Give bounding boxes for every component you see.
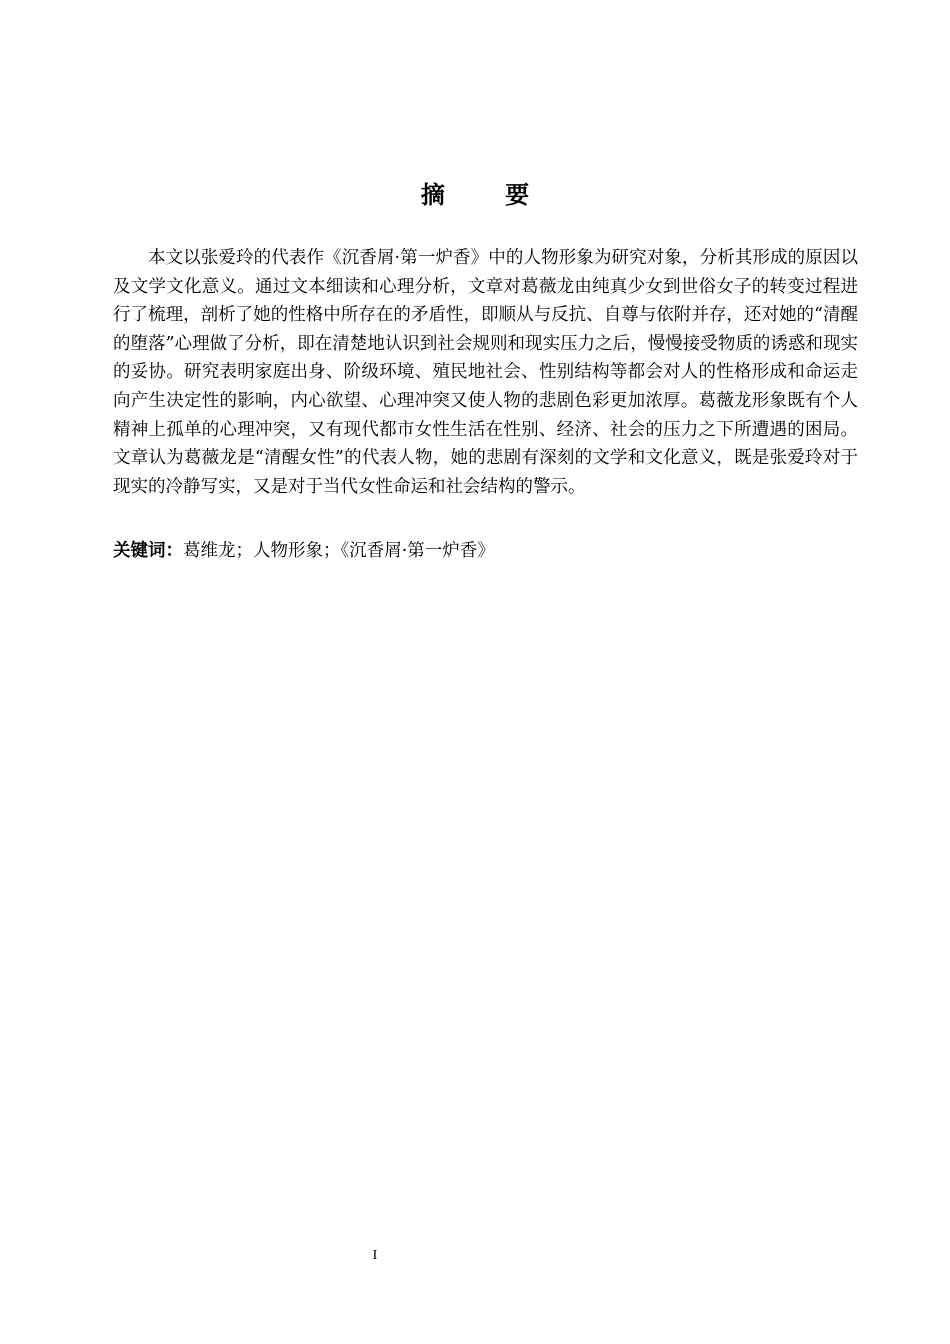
page-number: I — [372, 1248, 378, 1263]
keywords-label: 关键词： — [113, 541, 183, 561]
keywords-line — [113, 537, 858, 566]
keywords-text: 葛维龙；人物形象；《沉香屑·第一炉香》 — [183, 541, 495, 561]
abstract-body: 本文以张爱玲的代表作《沉香屑·第一炉香》中的人物形象为研究对象，分析其形成的原因以及文学文化意义。通过文本细读和心理分析，文章对葛薇龙由纯真少女到世俗女子的转变过程进行了梳理，剖析了她的性格中所存在的矛盾性，即顺从与反抗、自尊与依附并存，还对她的“清醒的堕落”心理做了分析，即在清楚地认识到社会规则和现实压力之后，慢慢接受物质的诱惑和现实的妥协。研究表明家庭出身、阶级环境、殖民地社会、性别结构等都会对人的性格形成和命运走向产生决定性的影响，内心欲望、心理冲突又使人物的悲剧色彩更加浓厚。葛薇龙形象既有个人精神上孤单的心理冲突，又有现代都市女性生活在性别、经济、社会的压力之下所遭遇的困局。文章认为葛薇龙是“清醒女性”的代表人物，她的悲剧有深刻的文学和文化意义，既是张爱玲对于现实的冷静写实，又是对于当代女性命运和社会结构的警示。 — [113, 248, 858, 497]
abstract-title: 摘 要 — [420, 181, 556, 209]
